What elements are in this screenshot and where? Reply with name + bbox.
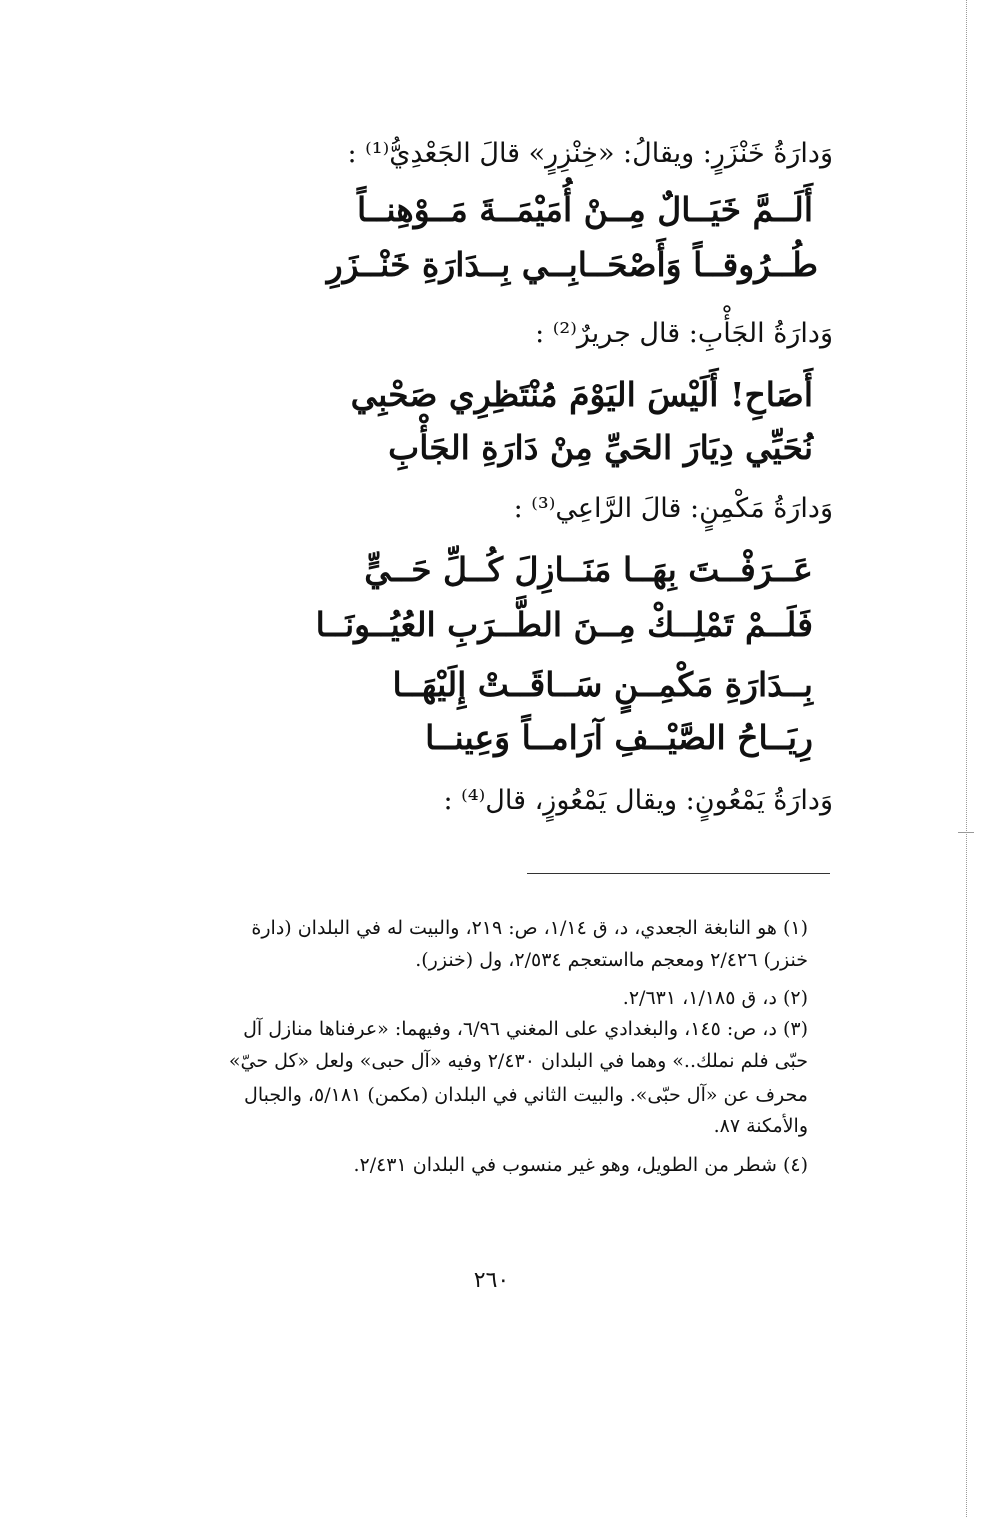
footnote-line: (١) هو النابغة الجعدي، د، ق ١/١٤، ص: ٢١٩، والبيت له في البلدان (دارة	[251, 917, 808, 939]
page-number: ٢٦٠	[473, 1268, 510, 1293]
footnote-line: (٣) د، ص: ١٤٥، والبغدادي على المغني ٦/٩٦، وفيهما: «عرفناها منازل آل	[243, 1018, 808, 1040]
verse-line: نُحَيِّي دِيَارَ الحَيِّ مِنْ دَارَةِ الجَأْبِ	[388, 428, 813, 467]
footnote-line: حبّى فلم نملك..» وهما في البلدان ٢/٤٣٠ وفيه «آل حبى» ولعل «كل حيّ»	[228, 1050, 808, 1072]
verse-line: رِيَــاحُ الصَّيْــفِ آرَامــاً وَعِينــا	[425, 718, 813, 757]
entry-darat-al-jab-intro: وَدارَةُ الجَأْبِ: قال جريرٌ⁽²⁾ :	[535, 318, 833, 349]
entry-darat-yamun-intro: وَدارَةُ يَمْعُونٍ: ويقال يَمْعُوزٍ، قال⁽⁴⁾ :	[443, 785, 833, 816]
footnote-line: (٢) د، ق ١/١٨٥، ٢/٦٣١.	[622, 987, 808, 1009]
verse-line: أَلَــمَّ خَيَــالٌ مِــنْ أُمَيْمَــةَ مَــوْهِنــاً	[356, 190, 813, 229]
footnote-divider	[527, 873, 830, 874]
entry-darat-khanzar-intro: وَدارَةُ خَنْزَرٍ: ويقالُ: «خِنْزِرٍ» قالَ الجَعْدِيُّ⁽¹⁾ :	[347, 138, 833, 169]
footnote-line: والأمكنة ٨٧.	[713, 1115, 808, 1137]
footnote-line: محرف عن «آل حبّى». والبيت الثاني في البلدان (مكمن) ٥/١٨١، والجبال	[244, 1084, 808, 1106]
footnote-line: خنزر) ٢/٤٢٦ ومعجم مااستعجم ٢/٥٣٤، ول (خنزر).	[415, 949, 808, 971]
verse-line: عَــرَفْــتَ بِهَــا مَنَــازِلَ كُــلِّ حَــيٍّ	[364, 550, 813, 589]
scan-edge-line	[966, 0, 967, 1517]
verse-line: أَصَاحِ! أَلَيْسَ اليَوْمَ مُنْتَظِرِي صَحْبِي	[350, 375, 813, 414]
verse-line: طُــرُوقــاً وَأَصْحَــابِــي بِــدَارَةِ خَنْــزَرِ	[326, 245, 818, 284]
entry-darat-makmin-intro: وَدارَةُ مَكْمِنٍ: قالَ الرَّاعِي⁽³⁾ :	[513, 493, 833, 524]
footnote-line: (٤) شطر من الطويل، وهو غير منسوب في البلدان ٢/٤٣١.	[353, 1154, 808, 1176]
verse-line: فَلَــمْ تَمْلِــكْ مِــنَ الطَّــرَبِ العُيُــونَــا	[315, 605, 813, 644]
verse-line: بِــدَارَةِ مَكْمِــنٍ سَــاقَــتْ إِلَيْهَــا	[392, 665, 813, 704]
scan-edge-tick	[958, 832, 974, 833]
